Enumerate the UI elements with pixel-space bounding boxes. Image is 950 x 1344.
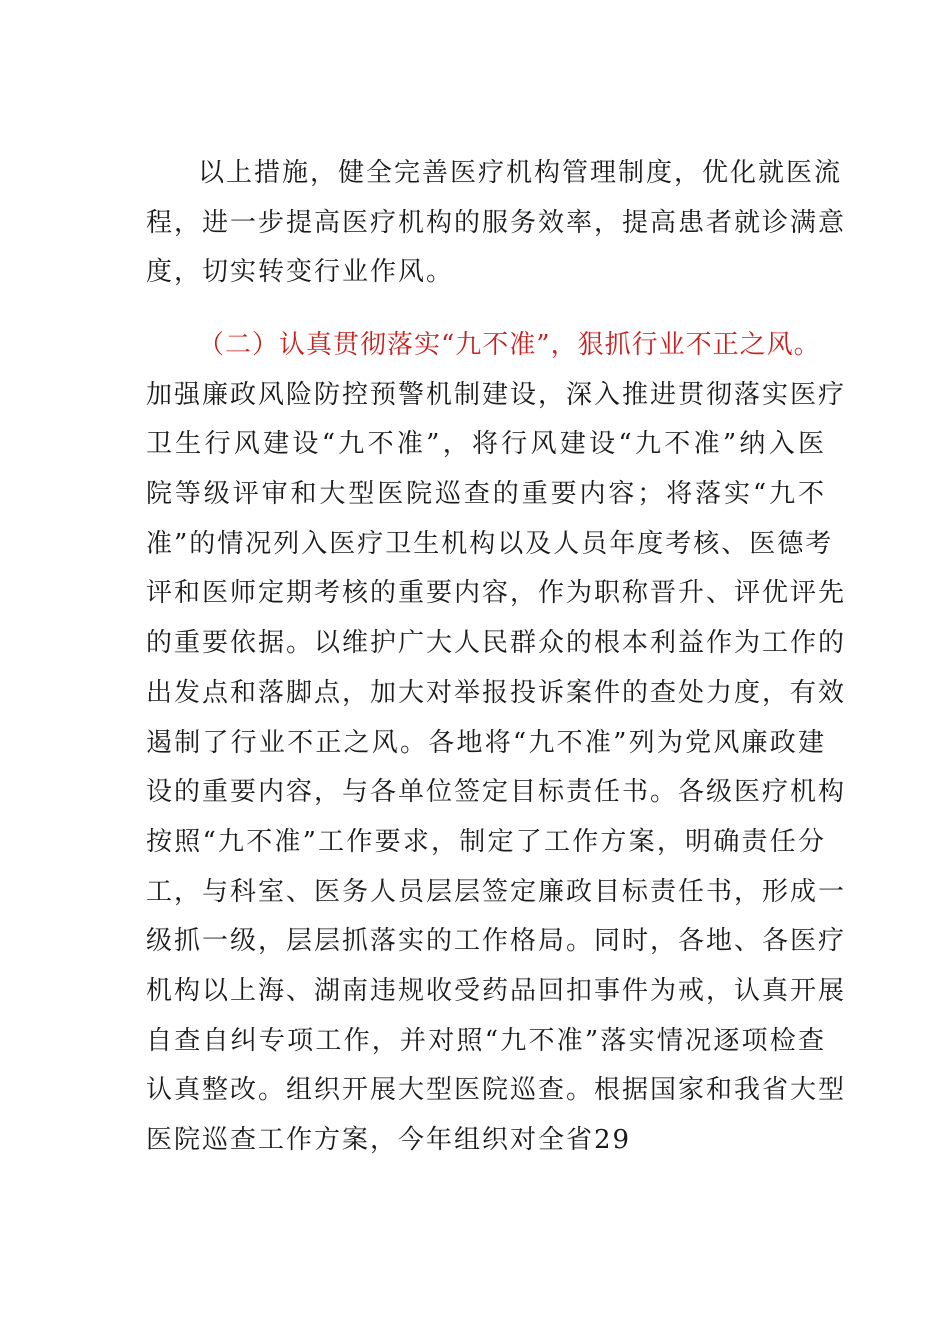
paragraph-measures-summary [146, 149, 847, 298]
paragraph-line: 程，进一步提高医疗机构的服务效率，提高患者就诊满意 [146, 207, 847, 238]
paragraph-line: 的重要依据。以维护广大人民群众的根本利益作为工作的 [146, 628, 847, 659]
paragraph-line: 机构以上海、湖南违规收受药品回扣事件为戒，认真开展 [146, 975, 847, 1006]
paragraph-line: 设的重要内容，与各单位签定目标责任书。各级医疗机构 [146, 777, 847, 808]
section-two [146, 321, 847, 1166]
paragraph-line: 度，切实转变行业作风。 [146, 257, 455, 288]
paragraph-line: 工，与科室、医务人员层层签定廉政目标责任书，形成一 [146, 876, 847, 907]
paragraph-line: 自查自纠专项工作，并对照“九不准”落实情况逐项检查 [146, 1025, 826, 1056]
paragraph-line: 出发点和落脚点，加大对举报投诉案件的查处力度，有效 [146, 677, 847, 708]
paragraph-line: 按照“九不准”工作要求，制定了工作方案，明确责任分 [146, 826, 826, 857]
paragraph-line: 以上措施，健全完善医疗机构管理制度，优化就医流 [198, 158, 843, 188]
paragraph-line: 加强廉政风险防控预警机制建设，深入推进贯彻落实医疗 [146, 379, 847, 410]
paragraph-line: 准”的情况列入医疗卫生机构以及人员年度考核、医德考 [146, 528, 834, 559]
section-heading: （二）认真贯彻落实“九不准”，狠抓行业不正之风。 [198, 330, 821, 360]
paragraph-line: 院等级评审和大型医院巡查的重要内容；将落实“九不 [146, 479, 826, 510]
paragraph-line: 医院巡查工作方案，今年组织对全省29 [146, 1125, 632, 1155]
paragraph-line: 级抓一级，层层抓落实的工作格局。同时，各地、各医疗 [146, 926, 847, 957]
paragraph-line: 认真整改。组织开展大型医院巡查。根据国家和我省大型 [146, 1075, 847, 1106]
paragraph-line: 遏制了行业不正之风。各地将“九不准”列为党风廉政建 [146, 727, 826, 758]
paragraph-line: 评和医师定期考核的重要内容，作为职称晋升、评优评先 [146, 578, 847, 609]
paragraph-line: 卫生行风建设“九不准”，将行风建设“九不准”纳入医 [146, 429, 826, 460]
